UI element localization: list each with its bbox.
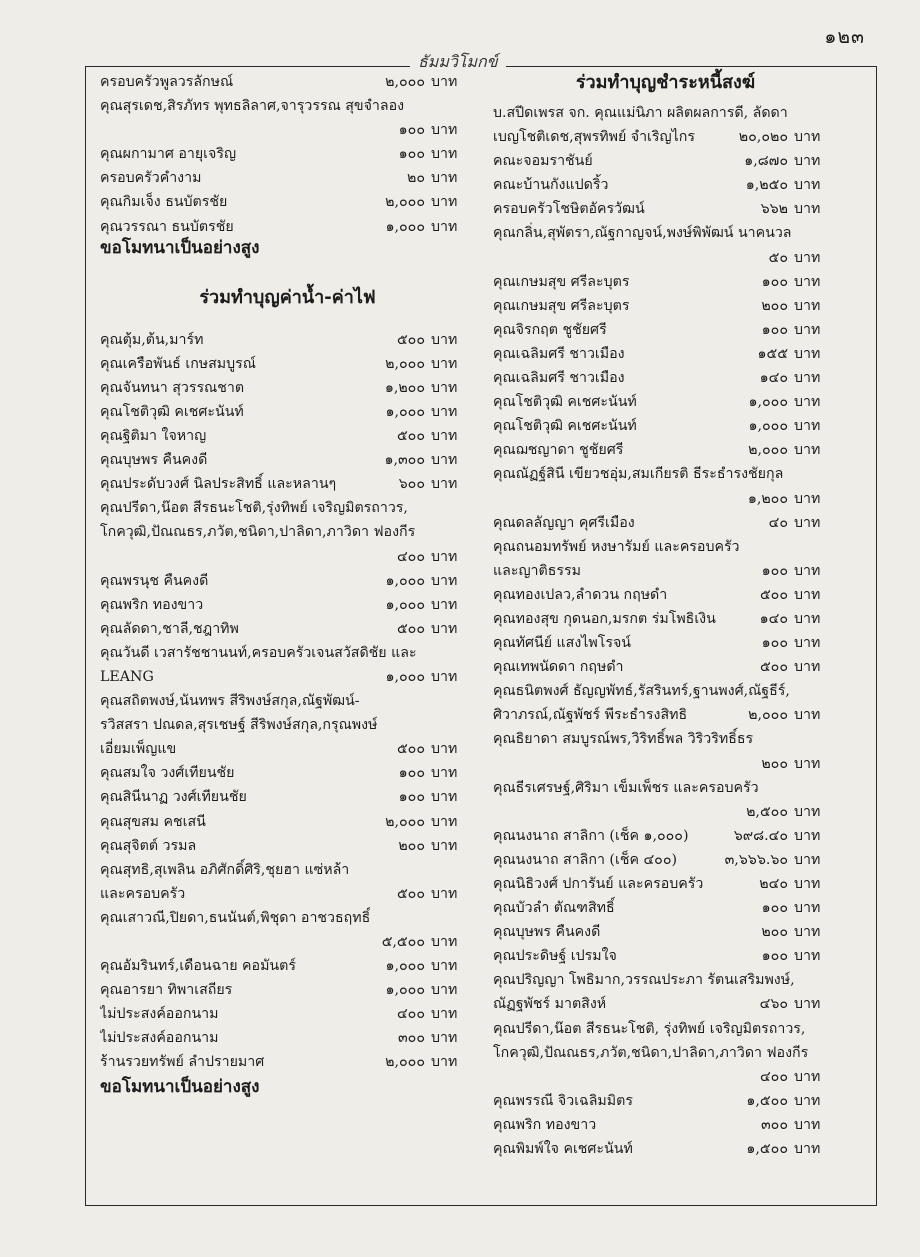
donation-amount: ๑,๐๐๐ xyxy=(385,958,425,975)
left-top-list xyxy=(100,70,475,239)
currency-unit: บาท xyxy=(794,851,821,868)
currency-unit: บาท xyxy=(794,177,821,194)
currency-unit: บาท xyxy=(431,428,458,445)
donation-row xyxy=(100,858,475,882)
donation-row xyxy=(100,1050,475,1074)
donation-amount: ๕,๕๐๐ xyxy=(381,934,425,950)
donor-name: เบญโชติเดช,สุพรทิพย์ จำเริญไกร xyxy=(493,129,695,146)
currency-unit: บาท xyxy=(431,813,458,830)
donation-amount: ๒,๐๐๐ xyxy=(385,813,425,830)
donor-name: คุณลัดดา,ชาลี,ชฎาทิพ xyxy=(100,620,239,637)
donation-amount: ๓,๖๖๖.๖๐ xyxy=(724,851,788,868)
currency-unit: บาท xyxy=(431,885,458,902)
donation-amount: ๖๐๐ xyxy=(398,476,425,493)
donation-row xyxy=(493,848,838,872)
donation-amount: ๒๐๐ xyxy=(761,755,788,772)
donor-name: คุณปริญญา โพธิมาก,วรรณประภา รัตนเสริมพงษ์, xyxy=(493,972,795,989)
currency-unit: บาท xyxy=(794,659,821,676)
donor-name: คุณปรีดา,น๊อต สีรธนะโชติ, รุ่งทิพย์ เจริญมิตรถาวร, xyxy=(493,1020,806,1037)
donation-amount: ๔๐๐ xyxy=(759,1068,788,1085)
donor-name: คุณทองสุข กุดนอก,มรกต ร่มโพธิเงิน xyxy=(493,610,716,627)
donor-name: คุณพรรณี จิวเฉลิมมิตร xyxy=(493,1092,633,1109)
left-column xyxy=(100,70,475,1099)
donor-name: คุณจันทนา สุวรรณชาต xyxy=(100,379,245,396)
donation-amount: ๑,๘๗๐ xyxy=(744,153,788,170)
donor-name: บ.สปีดเพรส จก. คุณแม่นิภา ผลิตผลการดี, ลัดดา xyxy=(493,105,788,121)
donor-name: ไม่ประสงค์ออกนาม xyxy=(100,1030,219,1047)
donor-name: โกควุฒิ,ปัณณธร,ภวัต,ชนิดา,ปาลิดา,ภาวิดา ฟองกีร xyxy=(100,524,416,541)
donor-name: คุณธิยาดา สมบูรณ์พร,วิริทธิ์พล วิริวริทธิ์ธร xyxy=(493,731,754,748)
donor-name: คุณนงนาถ สาลิกา (เช็ค ๑,๐๐๐) xyxy=(493,827,689,844)
donor-name: คุณกลิ่น,สุพัตรา,ณัฐกาญจน์,พงษ์พิพัฒน์ นาคนวล xyxy=(493,225,792,242)
donation-row xyxy=(493,149,838,173)
donation-amount: ๑,๕๐๐ xyxy=(746,1141,788,1158)
donor-name: คุณสุขสม คชเสนี xyxy=(100,813,206,830)
donor-name: คุณพรนุช คืนคงดี xyxy=(100,572,209,589)
currency-unit: บาท xyxy=(794,1116,821,1133)
donation-row xyxy=(100,328,475,352)
donation-amount: ๒๔๐ xyxy=(759,876,788,892)
donor-name: คุณผกามาศ อายุเจริญ xyxy=(100,146,237,163)
donation-row xyxy=(493,294,838,318)
currency-unit: บาท xyxy=(794,201,821,218)
donation-row xyxy=(100,665,475,689)
currency-unit: บาท xyxy=(794,1092,821,1109)
donation-row xyxy=(493,607,838,631)
donation-row xyxy=(100,190,475,214)
donor-name: คุณจิรกฤต ชูชัยศรี xyxy=(493,321,607,338)
donation-amount: ๑,๒๐๐ xyxy=(747,490,788,507)
currency-unit: บาท xyxy=(794,490,821,507)
donation-amount: ๑๐๐ xyxy=(761,948,788,965)
donation-amount: ๕๐๐ xyxy=(396,885,425,902)
donation-amount: ๒,๐๐๐ xyxy=(748,442,788,459)
donation-row xyxy=(493,703,838,727)
donation-row xyxy=(493,197,838,221)
donor-name: คุณเสาวณี,ปิยดา,ธนนันต์,พิชุดา อาชวธฤทธิ์ xyxy=(100,909,371,926)
donation-amount: ๑๐๐ xyxy=(761,273,788,290)
donation-row xyxy=(493,414,838,438)
currency-unit: บาท xyxy=(794,803,821,820)
currency-unit: บาท xyxy=(431,1030,458,1047)
currency-unit: บาท xyxy=(431,958,458,975)
donor-name: คุณตุ้ม,ต้น,มาร์ท xyxy=(100,331,204,348)
currency-unit: บาท xyxy=(431,194,458,211)
donor-name: คุณฌชญาดา ชูชัยศรี xyxy=(493,442,624,459)
donation-row xyxy=(493,824,838,848)
currency-unit: บาท xyxy=(794,707,821,724)
donor-name: คุณฐิติมา ใจหาญ xyxy=(100,428,207,445)
donor-name: คุณกิมเจ็ง ธนบัตรชัย xyxy=(100,194,228,211)
donor-name: คุณบุษพร คืนคงดี xyxy=(493,924,601,941)
currency-unit: บาท xyxy=(431,74,458,90)
donation-amount: ๑๔๐ xyxy=(759,370,788,387)
donation-row xyxy=(100,545,475,569)
donation-row xyxy=(493,511,838,535)
donor-name: คุณพริก ทองขาว xyxy=(100,596,204,613)
donation-amount: ๕๐๐ xyxy=(759,586,788,603)
donation-amount: ๑,๐๐๐ xyxy=(385,596,425,613)
donor-name: คุณสุทธิ,สุเพลิน อภิศักดิ์ศิริ,ชุยฮา แซ่หล้า xyxy=(100,861,350,878)
donation-amount: ๑๐๐ xyxy=(761,321,788,338)
donation-amount: ๕๐๐ xyxy=(396,620,425,637)
donation-amount: ๑๐๐ xyxy=(398,765,425,782)
donor-name: รวิสสรา ปณดล,สุรเชษฐ์ สีริพงษ์สกุล,กรุณพงษ์ xyxy=(100,717,378,734)
donation-row xyxy=(100,520,475,544)
currency-unit: บาท xyxy=(794,370,821,387)
donor-list-water-electricity xyxy=(100,328,475,1075)
donation-row xyxy=(493,270,838,294)
donor-list-monk-debt xyxy=(493,101,838,1161)
donation-row xyxy=(493,342,838,366)
donor-name: คุณธนิตพงศ์ ธัญญพัทธ์,รัสรินทร์,ฐานพงศ์,ณัฐธีร์, xyxy=(493,683,790,700)
donation-amount: ๕๐๐ xyxy=(759,659,788,676)
donation-row xyxy=(100,617,475,641)
donation-row xyxy=(493,535,838,559)
donation-row xyxy=(493,125,838,149)
donation-row xyxy=(493,800,838,824)
currency-unit: บาท xyxy=(431,548,458,565)
donation-row xyxy=(100,1026,475,1050)
donor-name: คุณโชติวุฒิ คเชศะนันท์ xyxy=(493,418,637,435)
currency-unit: บาท xyxy=(794,321,821,338)
donation-row xyxy=(100,472,475,496)
donation-row xyxy=(100,954,475,978)
donation-row xyxy=(493,462,838,486)
donation-row xyxy=(493,246,838,270)
donation-amount: ๑,๐๐๐ xyxy=(385,982,425,999)
donation-row xyxy=(100,978,475,1002)
donation-row xyxy=(100,215,475,239)
currency-unit: บาท xyxy=(794,562,821,579)
currency-unit: บาท xyxy=(794,755,821,772)
donation-row xyxy=(100,70,475,94)
donation-amount: ๑๕๕ xyxy=(757,345,788,362)
donation-row xyxy=(493,1089,838,1113)
donation-row xyxy=(493,631,838,655)
currency-unit: บาท xyxy=(431,476,458,493)
donor-name: คุณประดับวงศ์ นิลประสิทธิ์ และหลานๆ xyxy=(100,476,337,493)
donor-name: และญาติธรรม xyxy=(493,562,581,579)
right-column xyxy=(493,70,838,1161)
donation-row xyxy=(493,752,838,776)
donation-row xyxy=(100,424,475,448)
donation-row xyxy=(100,713,475,737)
donor-name: คุณสินีนาฏ วงศ์เทียนชัย xyxy=(100,789,247,806)
donation-row xyxy=(493,776,838,800)
donation-row xyxy=(493,968,838,992)
donation-amount: ๒,๐๐๐ xyxy=(385,74,425,90)
donor-name: คุณสถิตพงษ์,นันทพร สีริพงษ์สกุล,ณัฐพัฒน์- xyxy=(100,693,360,710)
donation-row xyxy=(100,906,475,930)
donor-name: คุณนิธิวงศ์ ปการันย์ และครอบครัว xyxy=(493,876,704,892)
donation-amount: ๒,๐๐๐ xyxy=(385,194,425,211)
donation-amount: ๑๔๐ xyxy=(759,610,788,627)
donor-name: ครอบครัวโชษิตอัครวัฒน์ xyxy=(493,201,645,218)
section-heading-water-electricity: ร่วมทำบุญค่าน้ำ-ค่าไฟ xyxy=(199,286,376,308)
donation-row xyxy=(493,1017,838,1041)
donation-row xyxy=(100,761,475,785)
currency-unit: บาท xyxy=(794,394,821,411)
currency-unit: บาท xyxy=(794,610,821,627)
currency-unit: บาท xyxy=(431,765,458,782)
currency-unit: บาท xyxy=(794,900,821,917)
donor-name: คุณถนอมทรัพย์ หงษารัมย์ และครอบครัว xyxy=(493,538,740,555)
donation-row xyxy=(493,559,838,583)
donor-name: คุณพิมพ์ใจ คเชศะนันท์ xyxy=(493,1141,633,1158)
currency-unit: บาท xyxy=(431,170,458,187)
donation-amount: ๑,๕๐๐ xyxy=(746,1092,788,1109)
donor-name: ไม่ประสงค์ออกนาม xyxy=(100,1006,219,1023)
donor-name: คุณโชติวุฒิ คเชศะนันท์ xyxy=(100,403,244,420)
currency-unit: บาท xyxy=(794,827,821,844)
donation-amount: ๒๐๐ xyxy=(761,297,788,314)
donation-row xyxy=(493,173,838,197)
donation-amount: ๑๐๐ xyxy=(398,122,425,139)
donor-name: คุณโชติวุฒิ คเชศะนันท์ xyxy=(493,394,637,411)
donation-row xyxy=(100,94,475,118)
donor-name: คุณวรรณา ธนบัตรชัย xyxy=(100,218,234,235)
donor-name: คณะจอมราชันย์ xyxy=(493,153,593,170)
donor-name: คุณทัศนีย์ แสงไพโรจน์ xyxy=(493,635,632,652)
currency-unit: บาท xyxy=(794,442,821,459)
donation-row xyxy=(493,487,838,511)
donor-name: LEANG xyxy=(100,668,154,685)
donation-amount: ๑๐๐ xyxy=(761,900,788,917)
donor-name: ครอบครัวคำงาม xyxy=(100,170,202,187)
donation-amount: ๑,๒๐๐ xyxy=(384,379,425,396)
currency-unit: บาท xyxy=(431,403,458,420)
donor-name: คุณทองเปลว,ลำดวน กฤษดำ xyxy=(493,586,668,603)
donor-name: คุณวันดี เวสารัชชานนท์,ครอบครัวเจนสวัสดิชัย และ xyxy=(100,644,417,661)
currency-unit: บาท xyxy=(431,620,458,637)
donation-amount: ๒๐๐ xyxy=(761,924,788,941)
currency-unit: บาท xyxy=(431,122,458,139)
donation-amount: ๔๐๐ xyxy=(396,548,425,565)
donation-row xyxy=(493,583,838,607)
donor-name: คุณบัวลำ ตัณฑสิทธิ์ xyxy=(493,900,615,917)
donation-amount: ๒,๐๐๐ xyxy=(385,1054,425,1071)
donation-amount: ๕๐๐ xyxy=(396,428,425,445)
donation-amount: ๑,๓๐๐ xyxy=(384,452,425,469)
donor-name: ครอบครัวพูลวรลักษณ์ xyxy=(100,74,234,90)
donation-row xyxy=(493,1041,838,1065)
currency-unit: บาท xyxy=(794,996,821,1013)
currency-unit: บาท xyxy=(794,948,821,965)
currency-unit: บาท xyxy=(794,153,821,170)
closing-thanks: ขอโมทนาเป็นอย่างสูง xyxy=(100,237,260,258)
donation-amount: ๑๐๐ xyxy=(398,789,425,806)
donation-amount: ๓๐๐ xyxy=(397,1030,425,1047)
donation-amount: ๑๐๐ xyxy=(398,146,425,163)
donation-amount: ๕๐๐ xyxy=(396,331,425,348)
donor-name: เอี่ยมเพ็ญแข xyxy=(100,741,177,758)
donation-row xyxy=(100,593,475,617)
donation-amount: ๑,๐๐๐ xyxy=(748,418,788,435)
donation-amount: ๔๐๐ xyxy=(396,1006,425,1023)
donation-row xyxy=(100,834,475,858)
donation-row xyxy=(100,689,475,713)
donor-name: คุณเฉลิมศรี ชาวเมือง xyxy=(493,345,625,362)
donation-amount: ๒๐,๐๒๐ xyxy=(738,129,788,146)
currency-unit: บาท xyxy=(794,297,821,314)
donation-row xyxy=(100,810,475,834)
donation-row xyxy=(100,737,475,761)
donor-name: คุณประดิษฐ์ เปรมใจ xyxy=(493,948,617,965)
donation-amount: ๑,๐๐๐ xyxy=(385,403,425,420)
currency-unit: บาท xyxy=(431,218,458,235)
donor-name: ร้านรวยทรัพย์ ลำปรายมาศ xyxy=(100,1054,265,1071)
donor-name: คุณเกษมสุข ศรีละบุตร xyxy=(493,273,630,290)
currency-unit: บาท xyxy=(431,1054,458,1071)
donation-row xyxy=(493,438,838,462)
currency-unit: บาท xyxy=(431,452,458,469)
currency-unit: บาท xyxy=(431,1006,458,1023)
donor-name: คุณพริก ทองขาว xyxy=(493,1116,597,1133)
donation-row xyxy=(100,496,475,520)
donation-amount: ๑,๒๕๐ xyxy=(745,177,788,194)
donor-name: คุณอารยา ทิพาเสถียร xyxy=(100,982,233,999)
donation-amount: ๑,๐๐๐ xyxy=(385,572,425,589)
donation-row xyxy=(100,376,475,400)
currency-unit: บาท xyxy=(431,837,458,854)
currency-unit: บาท xyxy=(431,934,458,950)
currency-unit: บาท xyxy=(431,741,458,758)
publication-title: ธัมมวิโมกข์ xyxy=(410,50,506,75)
donation-amount: ๒๐ xyxy=(406,170,425,187)
donation-amount: ๒๐๐ xyxy=(398,837,425,854)
donor-name: คุณสุรเดช,สิรภัทร พุทธลิลาศ,จารุวรรณ สุขจำลอง xyxy=(100,98,405,115)
donation-row xyxy=(100,785,475,809)
donation-row xyxy=(100,400,475,424)
currency-unit: บาท xyxy=(431,379,458,396)
donation-row xyxy=(100,448,475,472)
donor-name: คุณปรีดา,น๊อต สีรธนะโชติ,รุ่งทิพย์ เจริญมิตรถาวร, xyxy=(100,500,408,517)
currency-unit: บาท xyxy=(794,586,821,603)
donation-row xyxy=(493,101,838,125)
donation-amount: ๒,๐๐๐ xyxy=(385,355,425,372)
currency-unit: บาท xyxy=(794,129,821,146)
donor-name: คุณเกษมสุข ศรีละบุตร xyxy=(493,297,630,314)
donation-row xyxy=(100,118,475,142)
currency-unit: บาท xyxy=(794,1141,821,1158)
currency-unit: บาท xyxy=(431,572,458,589)
donation-amount: ๒,๕๐๐ xyxy=(746,803,788,820)
donor-name: และครอบครัว xyxy=(100,885,186,902)
currency-unit: บาท xyxy=(431,331,458,348)
donor-name: คุณสมใจ วงศ์เทียนชัย xyxy=(100,765,235,782)
donation-row xyxy=(100,352,475,376)
donor-name: คุณเครือพันธ์ เกษสมบูรณ์ xyxy=(100,355,256,372)
donation-row xyxy=(100,569,475,593)
donor-name: โกควุฒิ,ปัณณธร,ภวัต,ชนิดา,ปาลิดา,ภาวิดา ฟองกีร xyxy=(493,1044,809,1061)
donation-row xyxy=(100,882,475,906)
currency-unit: บาท xyxy=(431,668,458,685)
donation-row xyxy=(493,896,838,920)
donor-name: คุณสุจิตต์ วรมล xyxy=(100,837,197,854)
page-number: ๑๒๓ xyxy=(824,26,865,48)
currency-unit: บาท xyxy=(431,146,458,163)
donation-row xyxy=(100,142,475,166)
donation-row xyxy=(493,1137,838,1161)
currency-unit: บาท xyxy=(794,635,821,652)
donation-amount: ๖๖๒ xyxy=(760,201,788,218)
donation-amount: ๔๐ xyxy=(768,514,788,531)
currency-unit: บาท xyxy=(431,789,458,806)
currency-unit: บาท xyxy=(794,1068,821,1085)
currency-unit: บาท xyxy=(431,355,458,372)
donation-amount: ๑,๐๐๐ xyxy=(748,394,788,411)
donation-amount: ๔๖๐ xyxy=(759,996,788,1013)
donation-row xyxy=(493,221,838,245)
donor-name: คณะบ้านกังแปดริ้ว xyxy=(493,177,609,194)
donation-row xyxy=(493,655,838,679)
donor-name: คุณดลลัญญา คุศรีเมือง xyxy=(493,514,635,531)
donor-name: ศิวาภรณ์,ณัฐพัชร์ พีระธำรงสิทธิ xyxy=(493,707,688,724)
donation-row xyxy=(100,641,475,665)
donor-name: คุณเฉลิมศรี ชาวเมือง xyxy=(493,370,625,387)
donation-amount: ๕๐ xyxy=(768,249,788,266)
donation-row xyxy=(493,1065,838,1089)
donor-name: คุณธีรเศรษฐ์,ศิริมา เข็มเพ็ชร และครอบครัว xyxy=(493,779,759,796)
donor-name: คุณณัฏฐ์สินี เขียวชอุ่ม,สมเกียรติ ธีระธำรงชัยกุล xyxy=(493,466,784,483)
donor-name: คุณอัมรินทร์,เดือนฉาย คอมันตร์ xyxy=(100,958,296,975)
currency-unit: บาท xyxy=(431,596,458,613)
donation-row xyxy=(493,1113,838,1137)
donation-amount: ๑,๐๐๐ xyxy=(385,218,425,235)
donation-row xyxy=(493,944,838,968)
donation-row xyxy=(493,390,838,414)
donation-amount: ๒,๐๐๐ xyxy=(748,707,788,724)
donation-amount: ๓๐๐ xyxy=(760,1116,788,1133)
donor-name: ณัฏฐพัชร์ มาตสิงห์ xyxy=(493,996,607,1013)
donor-name: คุณนงนาถ สาลิกา (เช็ค ๔๐๐) xyxy=(493,851,678,868)
donation-amount: ๑๐๐ xyxy=(761,562,788,579)
donation-row xyxy=(493,920,838,944)
currency-unit: บาท xyxy=(794,924,821,941)
donation-amount: ๑๐๐ xyxy=(761,635,788,652)
section-heading-monk-debt: ร่วมทำบุญชำระหนี้สงฆ์ xyxy=(575,72,756,93)
currency-unit: บาท xyxy=(431,982,458,999)
donation-row xyxy=(493,366,838,390)
donation-row xyxy=(493,872,838,896)
donation-row xyxy=(100,166,475,190)
currency-unit: บาท xyxy=(794,345,821,362)
donation-row xyxy=(493,727,838,751)
donation-row xyxy=(493,318,838,342)
donation-row xyxy=(100,930,475,954)
closing-thanks: ขอโมทนาเป็นอย่างสูง xyxy=(100,1076,260,1097)
currency-unit: บาท xyxy=(794,514,821,531)
donation-row xyxy=(493,992,838,1016)
donor-name: คุณบุษพร คืนคงดี xyxy=(100,452,208,469)
donation-amount: ๑,๐๐๐ xyxy=(385,668,425,685)
currency-unit: บาท xyxy=(794,876,821,892)
donation-row xyxy=(493,679,838,703)
donation-amount: ๕๐๐ xyxy=(396,741,425,758)
donation-row xyxy=(100,1002,475,1026)
donor-name: คุณเทพนัดดา กฤษดำ xyxy=(493,659,624,676)
currency-unit: บาท xyxy=(794,273,821,290)
currency-unit: บาท xyxy=(794,249,821,266)
currency-unit: บาท xyxy=(794,418,821,435)
donation-amount: ๖๙๘.๔๐ xyxy=(733,827,788,844)
